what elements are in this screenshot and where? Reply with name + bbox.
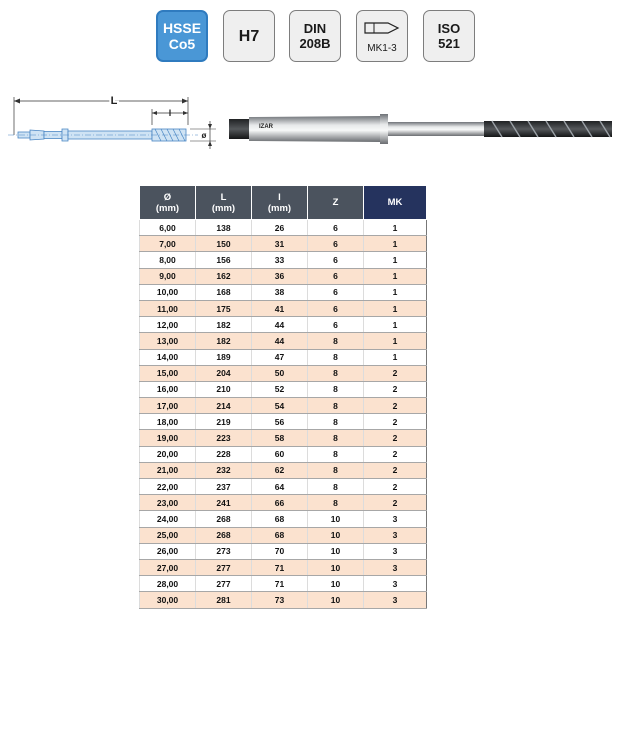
cell-flutes: 8 bbox=[308, 495, 364, 511]
cell-cut-length: 71 bbox=[252, 559, 308, 575]
badge-line: HSSE bbox=[162, 20, 202, 36]
table-row bbox=[140, 268, 427, 284]
cell-morse-taper: 2 bbox=[364, 446, 427, 462]
badge-line: Co5 bbox=[168, 36, 196, 52]
cell-diameter: 16,00 bbox=[140, 381, 196, 397]
table-row bbox=[140, 446, 427, 462]
reamer-photo bbox=[229, 114, 612, 144]
cell-diameter: 27,00 bbox=[140, 559, 196, 575]
cell-cut-length: 47 bbox=[252, 349, 308, 365]
dimensions-table bbox=[139, 185, 427, 609]
table-row bbox=[140, 333, 427, 349]
standard-badge-iso bbox=[423, 10, 475, 62]
cell-morse-taper: 2 bbox=[364, 430, 427, 446]
cell-flutes: 6 bbox=[308, 252, 364, 268]
cell-morse-taper: 2 bbox=[364, 365, 427, 381]
cell-flutes: 8 bbox=[308, 479, 364, 495]
header-unit: (mm) bbox=[155, 202, 180, 214]
brand-logo: IZAR bbox=[259, 124, 273, 130]
cell-flutes: 10 bbox=[308, 511, 364, 527]
cell-flutes: 6 bbox=[308, 220, 364, 236]
cell-morse-taper: 2 bbox=[364, 495, 427, 511]
cell-cut-length: 60 bbox=[252, 446, 308, 462]
cell-total-length: 182 bbox=[196, 333, 252, 349]
header-symbol: L bbox=[220, 191, 227, 203]
cell-diameter: 9,00 bbox=[140, 268, 196, 284]
header-unit: (mm) bbox=[211, 202, 236, 214]
table-row bbox=[140, 430, 427, 446]
header-symbol: l bbox=[278, 191, 281, 203]
cell-diameter: 13,00 bbox=[140, 333, 196, 349]
length-label: L bbox=[110, 95, 118, 107]
cell-flutes: 8 bbox=[308, 349, 364, 365]
table-row bbox=[140, 592, 427, 608]
header-unit: (mm) bbox=[267, 202, 292, 214]
cell-total-length: 237 bbox=[196, 479, 252, 495]
header-cut-length bbox=[252, 186, 308, 220]
table-row bbox=[140, 414, 427, 430]
table-row bbox=[140, 236, 427, 252]
cell-total-length: 273 bbox=[196, 543, 252, 559]
cell-cut-length: 44 bbox=[252, 317, 308, 333]
tolerance-badge-h7 bbox=[223, 10, 275, 62]
cell-diameter: 10,00 bbox=[140, 284, 196, 300]
cell-cut-length: 62 bbox=[252, 462, 308, 478]
cell-total-length: 223 bbox=[196, 430, 252, 446]
cell-total-length: 162 bbox=[196, 268, 252, 284]
table-row bbox=[140, 220, 427, 236]
header-morse-taper bbox=[364, 186, 427, 220]
cell-total-length: 168 bbox=[196, 284, 252, 300]
cell-cut-length: 66 bbox=[252, 495, 308, 511]
table-row bbox=[140, 511, 427, 527]
cell-diameter: 28,00 bbox=[140, 576, 196, 592]
table-row bbox=[140, 365, 427, 381]
cell-flutes: 8 bbox=[308, 430, 364, 446]
table-row bbox=[140, 349, 427, 365]
table-row bbox=[140, 381, 427, 397]
cell-cut-length: 38 bbox=[252, 284, 308, 300]
cell-morse-taper: 1 bbox=[364, 252, 427, 268]
cell-total-length: 281 bbox=[196, 592, 252, 608]
cell-diameter: 7,00 bbox=[140, 236, 196, 252]
cell-diameter: 17,00 bbox=[140, 398, 196, 414]
table-row bbox=[140, 527, 427, 543]
table-row bbox=[140, 576, 427, 592]
cell-cut-length: 41 bbox=[252, 300, 308, 316]
cell-diameter: 6,00 bbox=[140, 220, 196, 236]
cell-morse-taper: 1 bbox=[364, 220, 427, 236]
cell-diameter: 25,00 bbox=[140, 527, 196, 543]
cell-total-length: 232 bbox=[196, 462, 252, 478]
cell-flutes: 8 bbox=[308, 446, 364, 462]
diameter-label: ø bbox=[201, 131, 207, 140]
cell-morse-taper: 3 bbox=[364, 527, 427, 543]
cell-diameter: 26,00 bbox=[140, 543, 196, 559]
cell-diameter: 18,00 bbox=[140, 414, 196, 430]
cell-cut-length: 50 bbox=[252, 365, 308, 381]
cell-cut-length: 58 bbox=[252, 430, 308, 446]
cell-diameter: 8,00 bbox=[140, 252, 196, 268]
cell-cut-length: 56 bbox=[252, 414, 308, 430]
cell-total-length: 268 bbox=[196, 527, 252, 543]
cell-morse-taper: 2 bbox=[364, 381, 427, 397]
morse-taper-icon bbox=[362, 17, 402, 39]
cell-morse-taper: 3 bbox=[364, 576, 427, 592]
cell-cut-length: 26 bbox=[252, 220, 308, 236]
cell-cut-length: 31 bbox=[252, 236, 308, 252]
cell-cut-length: 71 bbox=[252, 576, 308, 592]
cell-total-length: 210 bbox=[196, 381, 252, 397]
cell-cut-length: 44 bbox=[252, 333, 308, 349]
cell-morse-taper: 3 bbox=[364, 543, 427, 559]
header-symbol: Z bbox=[332, 197, 339, 208]
cell-flutes: 8 bbox=[308, 398, 364, 414]
cell-morse-taper: 3 bbox=[364, 592, 427, 608]
table-row bbox=[140, 543, 427, 559]
cell-cut-length: 52 bbox=[252, 381, 308, 397]
badge-line: DIN bbox=[303, 21, 327, 36]
cell-flutes: 8 bbox=[308, 381, 364, 397]
table-row bbox=[140, 300, 427, 316]
badge-line: ISO bbox=[437, 21, 461, 36]
cell-morse-taper: 2 bbox=[364, 462, 427, 478]
cell-morse-taper: 1 bbox=[364, 236, 427, 252]
cell-diameter: 30,00 bbox=[140, 592, 196, 608]
cell-diameter: 22,00 bbox=[140, 479, 196, 495]
cell-diameter: 12,00 bbox=[140, 317, 196, 333]
cell-total-length: 268 bbox=[196, 511, 252, 527]
cell-morse-taper: 2 bbox=[364, 398, 427, 414]
cell-total-length: 277 bbox=[196, 576, 252, 592]
cell-morse-taper: 1 bbox=[364, 268, 427, 284]
cell-total-length: 277 bbox=[196, 559, 252, 575]
cell-cut-length: 54 bbox=[252, 398, 308, 414]
table-row bbox=[140, 495, 427, 511]
badge-line: 521 bbox=[438, 36, 460, 51]
cell-cut-length: 70 bbox=[252, 543, 308, 559]
cell-morse-taper: 2 bbox=[364, 414, 427, 430]
header-diameter bbox=[140, 186, 196, 220]
cell-total-length: 138 bbox=[196, 220, 252, 236]
cell-cut-length: 33 bbox=[252, 252, 308, 268]
cut-length-label: l bbox=[168, 108, 172, 118]
table-row bbox=[140, 462, 427, 478]
header-symbol: MK bbox=[387, 197, 403, 208]
cell-total-length: 241 bbox=[196, 495, 252, 511]
cell-total-length: 156 bbox=[196, 252, 252, 268]
cell-total-length: 175 bbox=[196, 300, 252, 316]
cell-diameter: 15,00 bbox=[140, 365, 196, 381]
morse-taper-badge bbox=[356, 10, 408, 62]
header-symbol: Ø bbox=[163, 191, 172, 203]
cell-morse-taper: 1 bbox=[364, 317, 427, 333]
cell-total-length: 228 bbox=[196, 446, 252, 462]
table-header-row bbox=[140, 186, 427, 220]
cell-flutes: 8 bbox=[308, 365, 364, 381]
cell-flutes: 8 bbox=[308, 414, 364, 430]
table-row bbox=[140, 479, 427, 495]
table-row bbox=[140, 284, 427, 300]
cell-total-length: 182 bbox=[196, 317, 252, 333]
badge-line: 208B bbox=[299, 36, 331, 51]
cell-total-length: 204 bbox=[196, 365, 252, 381]
technical-drawing bbox=[8, 95, 216, 149]
cell-flutes: 10 bbox=[308, 576, 364, 592]
cell-flutes: 6 bbox=[308, 300, 364, 316]
cell-cut-length: 68 bbox=[252, 511, 308, 527]
cell-flutes: 6 bbox=[308, 317, 364, 333]
cell-cut-length: 36 bbox=[252, 268, 308, 284]
cell-diameter: 14,00 bbox=[140, 349, 196, 365]
cell-flutes: 10 bbox=[308, 543, 364, 559]
table-row bbox=[140, 317, 427, 333]
cell-morse-taper: 1 bbox=[364, 284, 427, 300]
cell-cut-length: 64 bbox=[252, 479, 308, 495]
table-row bbox=[140, 252, 427, 268]
cell-morse-taper: 1 bbox=[364, 349, 427, 365]
cell-diameter: 11,00 bbox=[140, 300, 196, 316]
cell-total-length: 214 bbox=[196, 398, 252, 414]
cell-diameter: 20,00 bbox=[140, 446, 196, 462]
header-total-length bbox=[196, 186, 252, 220]
cell-morse-taper: 2 bbox=[364, 479, 427, 495]
table-row bbox=[140, 398, 427, 414]
cell-morse-taper: 1 bbox=[364, 333, 427, 349]
cell-total-length: 189 bbox=[196, 349, 252, 365]
badge-line: H7 bbox=[238, 27, 260, 45]
material-badge-hsse-co5 bbox=[156, 10, 208, 62]
cell-morse-taper: 1 bbox=[364, 300, 427, 316]
cell-flutes: 8 bbox=[308, 333, 364, 349]
standard-badge-din bbox=[289, 10, 341, 62]
cell-flutes: 10 bbox=[308, 527, 364, 543]
cell-diameter: 24,00 bbox=[140, 511, 196, 527]
cell-morse-taper: 3 bbox=[364, 511, 427, 527]
cell-total-length: 219 bbox=[196, 414, 252, 430]
cell-flutes: 6 bbox=[308, 236, 364, 252]
cell-flutes: 6 bbox=[308, 284, 364, 300]
cell-flutes: 10 bbox=[308, 592, 364, 608]
cell-morse-taper: 3 bbox=[364, 559, 427, 575]
header-flutes bbox=[308, 186, 364, 220]
cell-cut-length: 73 bbox=[252, 592, 308, 608]
badge-caption: MK1-3 bbox=[367, 42, 397, 54]
cell-diameter: 21,00 bbox=[140, 462, 196, 478]
cell-diameter: 23,00 bbox=[140, 495, 196, 511]
table-row bbox=[140, 559, 427, 575]
cell-flutes: 6 bbox=[308, 268, 364, 284]
cell-flutes: 8 bbox=[308, 462, 364, 478]
cell-diameter: 19,00 bbox=[140, 430, 196, 446]
cell-total-length: 150 bbox=[196, 236, 252, 252]
cell-cut-length: 68 bbox=[252, 527, 308, 543]
table-body bbox=[140, 220, 427, 609]
cell-flutes: 10 bbox=[308, 559, 364, 575]
tool-drawing bbox=[0, 85, 641, 155]
